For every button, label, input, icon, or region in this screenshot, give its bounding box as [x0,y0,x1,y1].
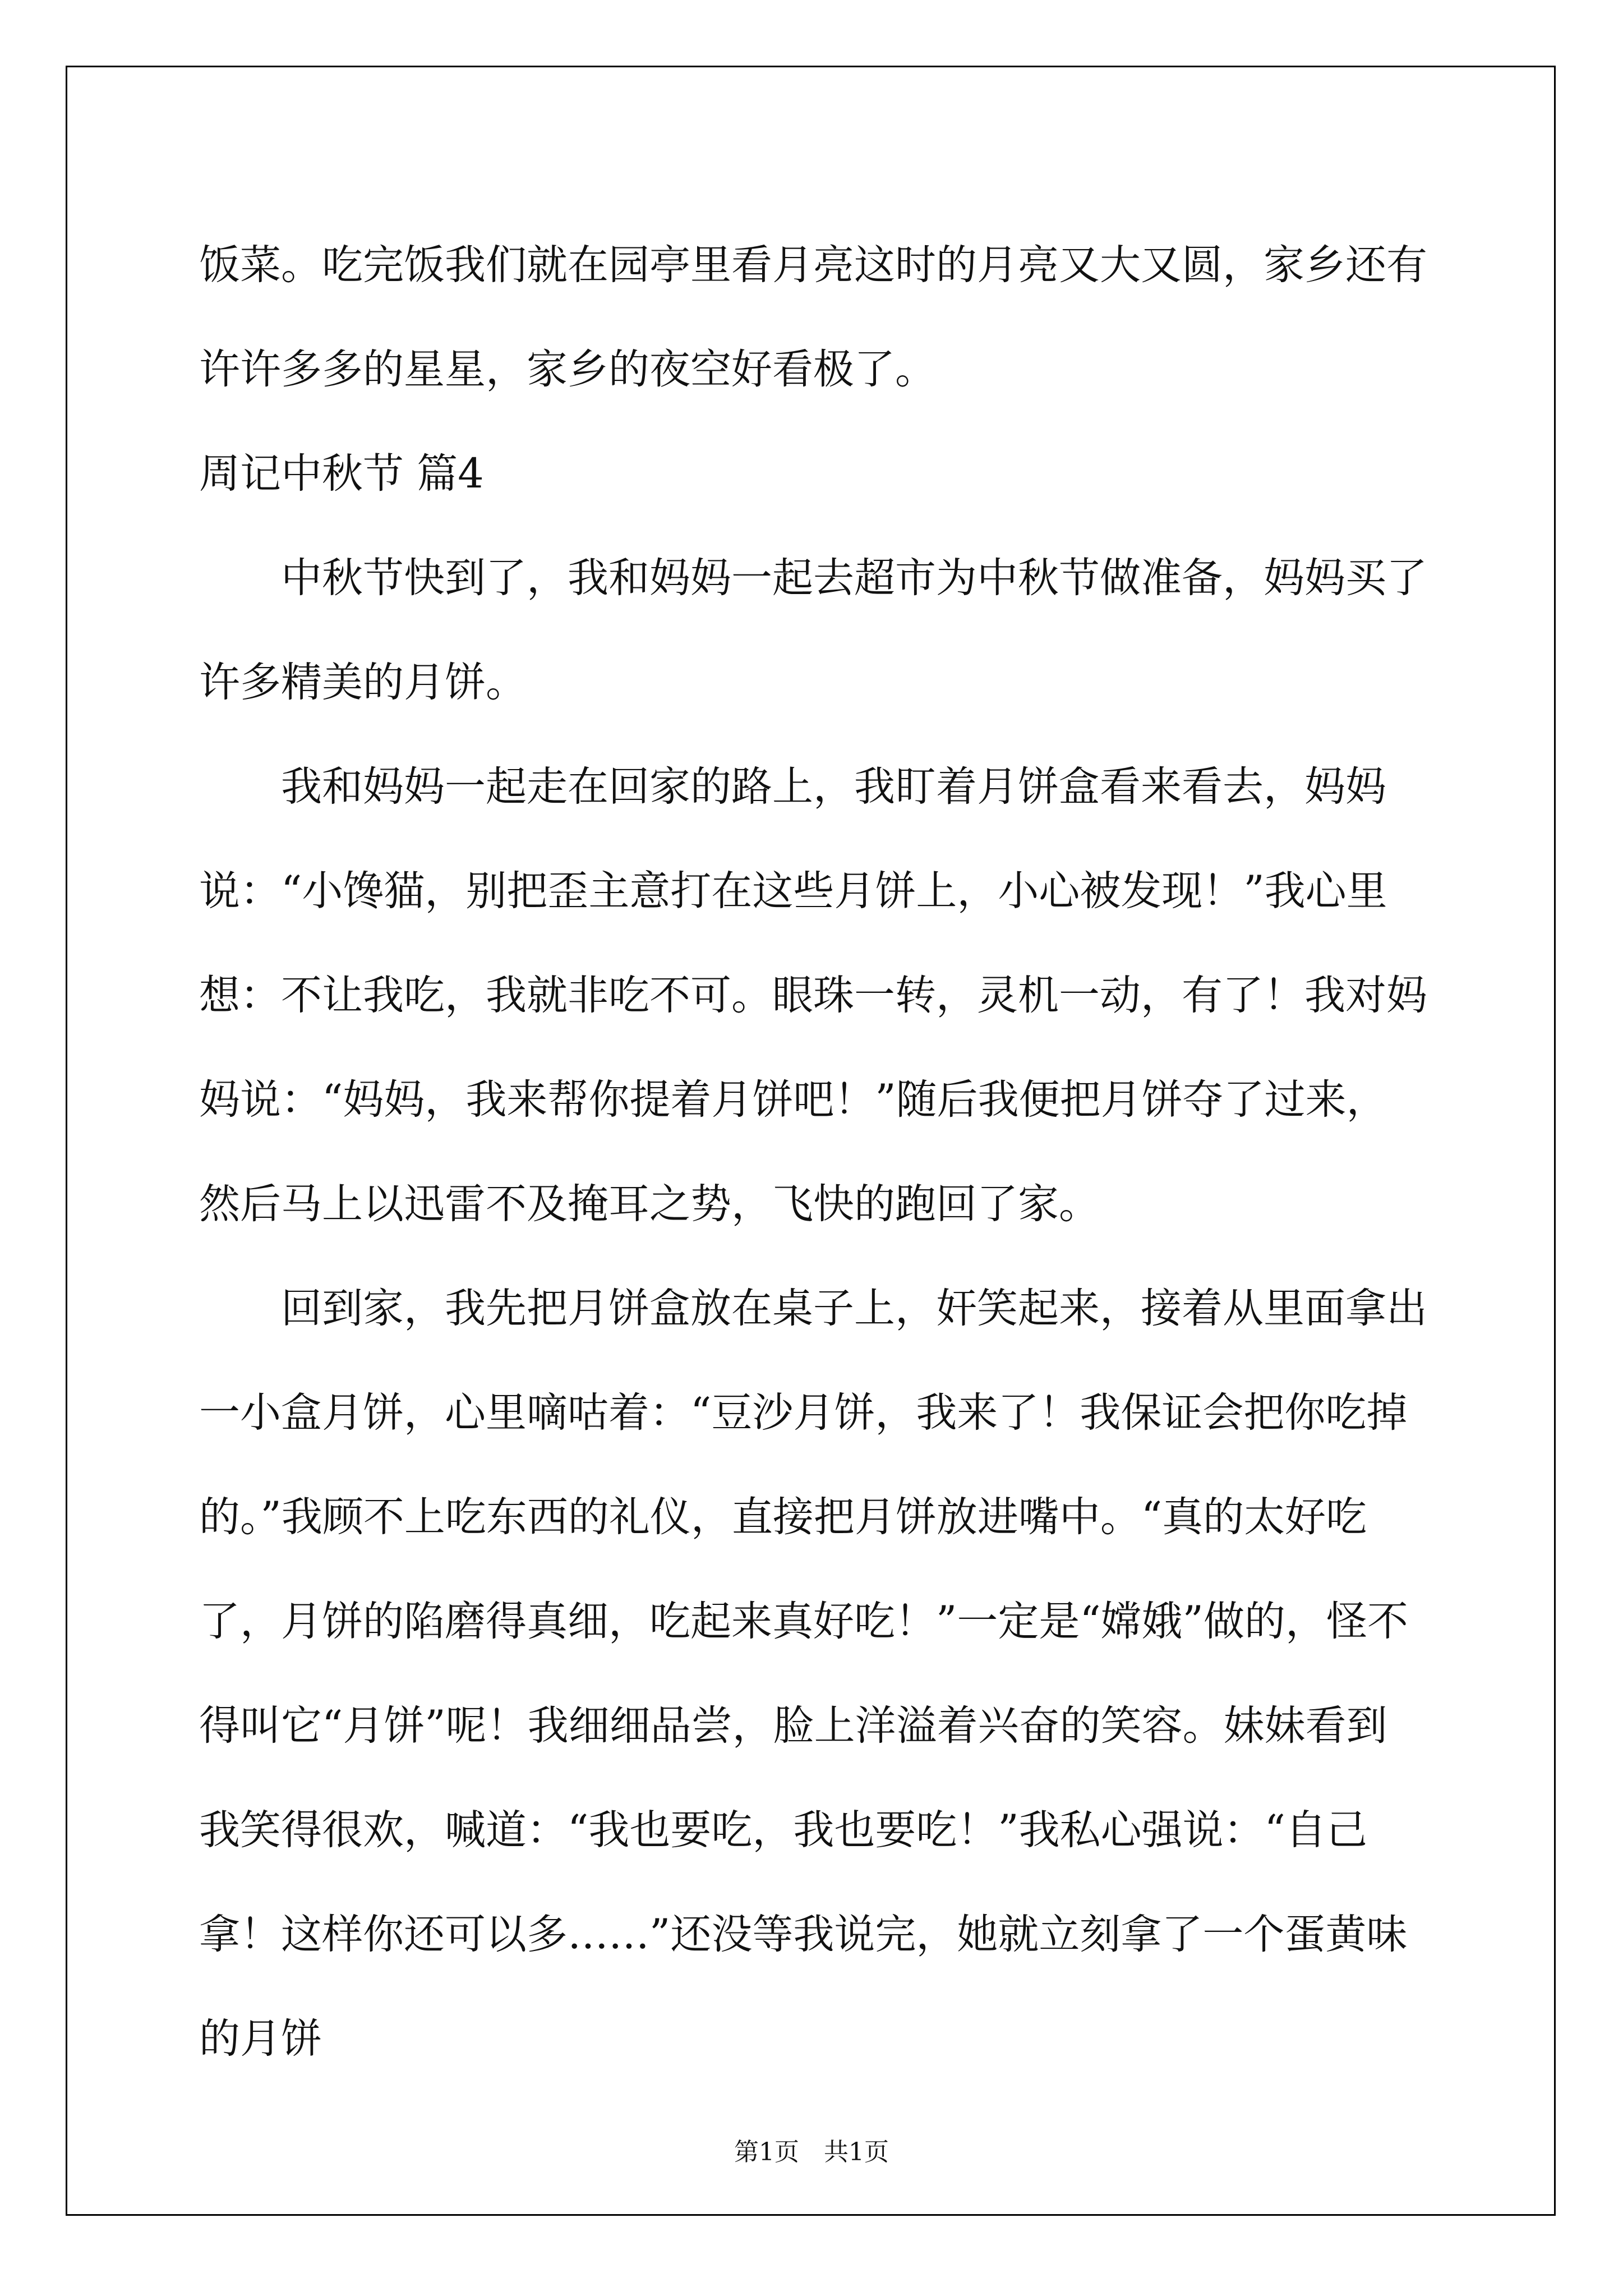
document-body [199,213,1427,2091]
paragraph-1: 饭菜。吃完饭我们就在园亭里看月亮这时的月亮又大又圆，家乡还有许许多多的星星，家乡的夜空好看极了。 [199,241,1427,393]
paragraph-4: 回到家，我先把月饼盒放在桌子上，奸笑起来，接着从里面拿出一小盒月饼，心里嘀咕着：“豆沙月饼，我来了！我保证会把你吃掉的。”我顾不上吃东西的礼仪，直接把月饼放进嘴中。“真的太好吃了，月饼的陷磨得真细，吃起来真好吃！”一定是“嫦娥”做的，怪不得叫它“月饼”呢！我细细品尝，脸上洋溢着兴奋的笑容。妹妹看到我笑得很欢，喊道：“我也要吃，我也要吃！”我私心强说：“自己拿！这样你还可以多……”还没等我说完，她就立刻拿了一个蛋黄味的月饼 [199,1285,1427,2063]
paragraph-3: 我和妈妈一起走在回家的路上，我盯着月饼盒看来看去，妈妈说：“小馋猫，别把歪主意打在这些月饼上，小心被发现！”我心里想：不让我吃，我就非吃不可。眼珠一转，灵机一动，有了！我对妈妈说：“妈妈，我来帮你提着月饼吧！”随后我便把月饼夺了过来，然后马上以迅雷不及掩耳之势，飞快的跑回了家。 [199,763,1427,1228]
page-footer: 第1页 共1页 [734,2138,889,2166]
paragraph-2: 中秋节快到了，我和妈妈一起去超市为中秋节做准备，妈妈买了许多精美的月饼。 [199,554,1427,706]
section-heading: 周记中秋节 篇4 [199,450,484,498]
